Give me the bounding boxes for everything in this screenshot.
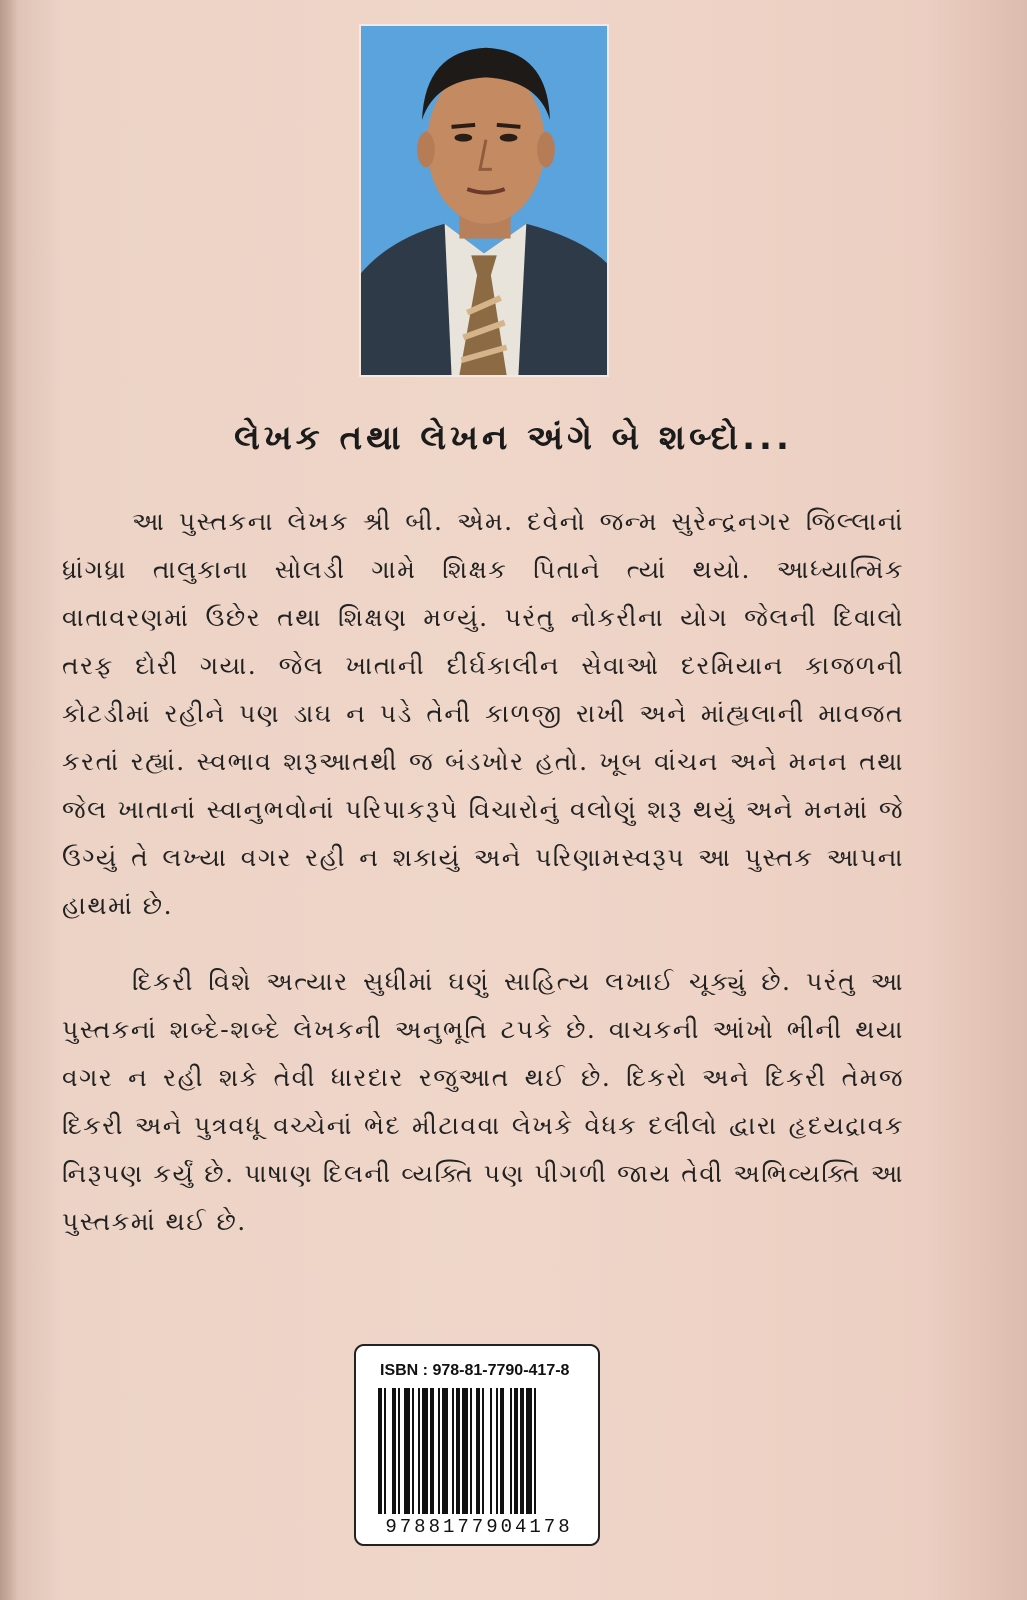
barcode-bar bbox=[500, 1388, 504, 1514]
barcode-bar bbox=[418, 1388, 420, 1514]
barcode-bar bbox=[496, 1388, 498, 1514]
barcode-bar bbox=[378, 1388, 382, 1514]
isbn-number: ISBN : 978-81-7790-417-8 bbox=[380, 1362, 570, 1379]
section-heading: લેખક તથા લેખન અંગે બે શબ્દો... bbox=[234, 418, 793, 458]
isbn-barcode-label bbox=[354, 1344, 600, 1546]
barcode-bar bbox=[470, 1388, 472, 1514]
barcode-bar bbox=[510, 1388, 512, 1514]
barcode-digits: 9788177904178 bbox=[385, 1516, 573, 1538]
barcode-bar bbox=[392, 1388, 396, 1514]
barcode-bar bbox=[422, 1388, 428, 1514]
barcode-bar bbox=[476, 1388, 480, 1514]
barcode-bar bbox=[430, 1388, 434, 1514]
barcode-bar bbox=[456, 1388, 460, 1514]
barcode-bar bbox=[482, 1388, 484, 1514]
paragraph-author-bio: આ પુસ્તકના લેખક શ્રી બી. એમ. દવેનો જન્મ સુરેન્દ્રનગર જિલ્લાનાં ધ્રાંગધ્રા તાલુકાના સોલડી ગામે શિક્ષક પિતાને ત્યાં થયો. આધ્યાત્મિક વાતાવરણમાં ઉછેર તથા શિક્ષણ મળ્યું. પરંતુ નોકરીના યોગ જેલની દિવાલો તરફ દોરી ગયા. જેલ ખાતાની દીર્ઘકાલીન સેવાઓ દરમિયાન કાજળની કોટડીમાં રહીને પણ ડાઘ ન પડે તેની કાળજી રાખી અને માંહ્યલાની માવજત કરતાં રહ્યાં. સ્વભાવ શરૂઆતથી જ બંડખોર હતો. ખૂબ વાંચન અને મનન તથા જેલ ખાતાનાં સ્વાનુભવોનાં પરિપાકરૂપે વિચારોનું વલોણું શરૂ થયું અને મનમાં જે ઉગ્યું તે લખ્યા વગર રહી ન શકાયું અને પરિણામસ્વરૂપ આ પુસ્તક આપના હાથમાં છે. bbox=[62, 507, 904, 920]
barcode-bar bbox=[462, 1388, 468, 1514]
barcode-bar bbox=[442, 1388, 448, 1514]
author-photo bbox=[359, 24, 609, 377]
barcode-icon bbox=[378, 1388, 578, 1514]
barcode-bar bbox=[452, 1388, 454, 1514]
barcode-bar bbox=[490, 1388, 492, 1514]
barcode-bar bbox=[398, 1388, 400, 1514]
barcode-bar bbox=[520, 1388, 524, 1514]
barcode-bar bbox=[534, 1388, 536, 1514]
paragraph-book-summary: દિકરી વિશે અત્યાર સુધીમાં ઘણું સાહિત્ય લખાઈ ચૂક્યું છે. પરંતુ આ પુસ્તકનાં શબ્દે-શબ્દે લેખકની અનુભૂતિ ટપકે છે. વાચકની આંખો ભીની થયા વગર ન રહી શકે તેવી ધારદાર રજુઆત થઈ છે. દિકરો અને દિકરી તેમજ દિકરી અને પુત્રવધૂ વચ્ચેનાં ભેદ મીટાવવા લેખકે વેધક દલીલો દ્વારા હૃદયદ્રાવક નિરૂપણ કર્યું છે. પાષાણ દિલની વ્યક્તિ પણ પીગળી જાય તેવી અભિવ્યક્તિ આ પુસ્તકમાં થઈ છે. bbox=[62, 967, 904, 1236]
barcode-bar bbox=[412, 1388, 414, 1514]
barcode-bar bbox=[404, 1388, 410, 1514]
barcode-bar bbox=[438, 1388, 440, 1514]
barcode-bar bbox=[514, 1388, 518, 1514]
barcode-bar bbox=[526, 1388, 532, 1514]
barcode-bar bbox=[384, 1388, 386, 1514]
spine-shadow bbox=[0, 0, 18, 1600]
